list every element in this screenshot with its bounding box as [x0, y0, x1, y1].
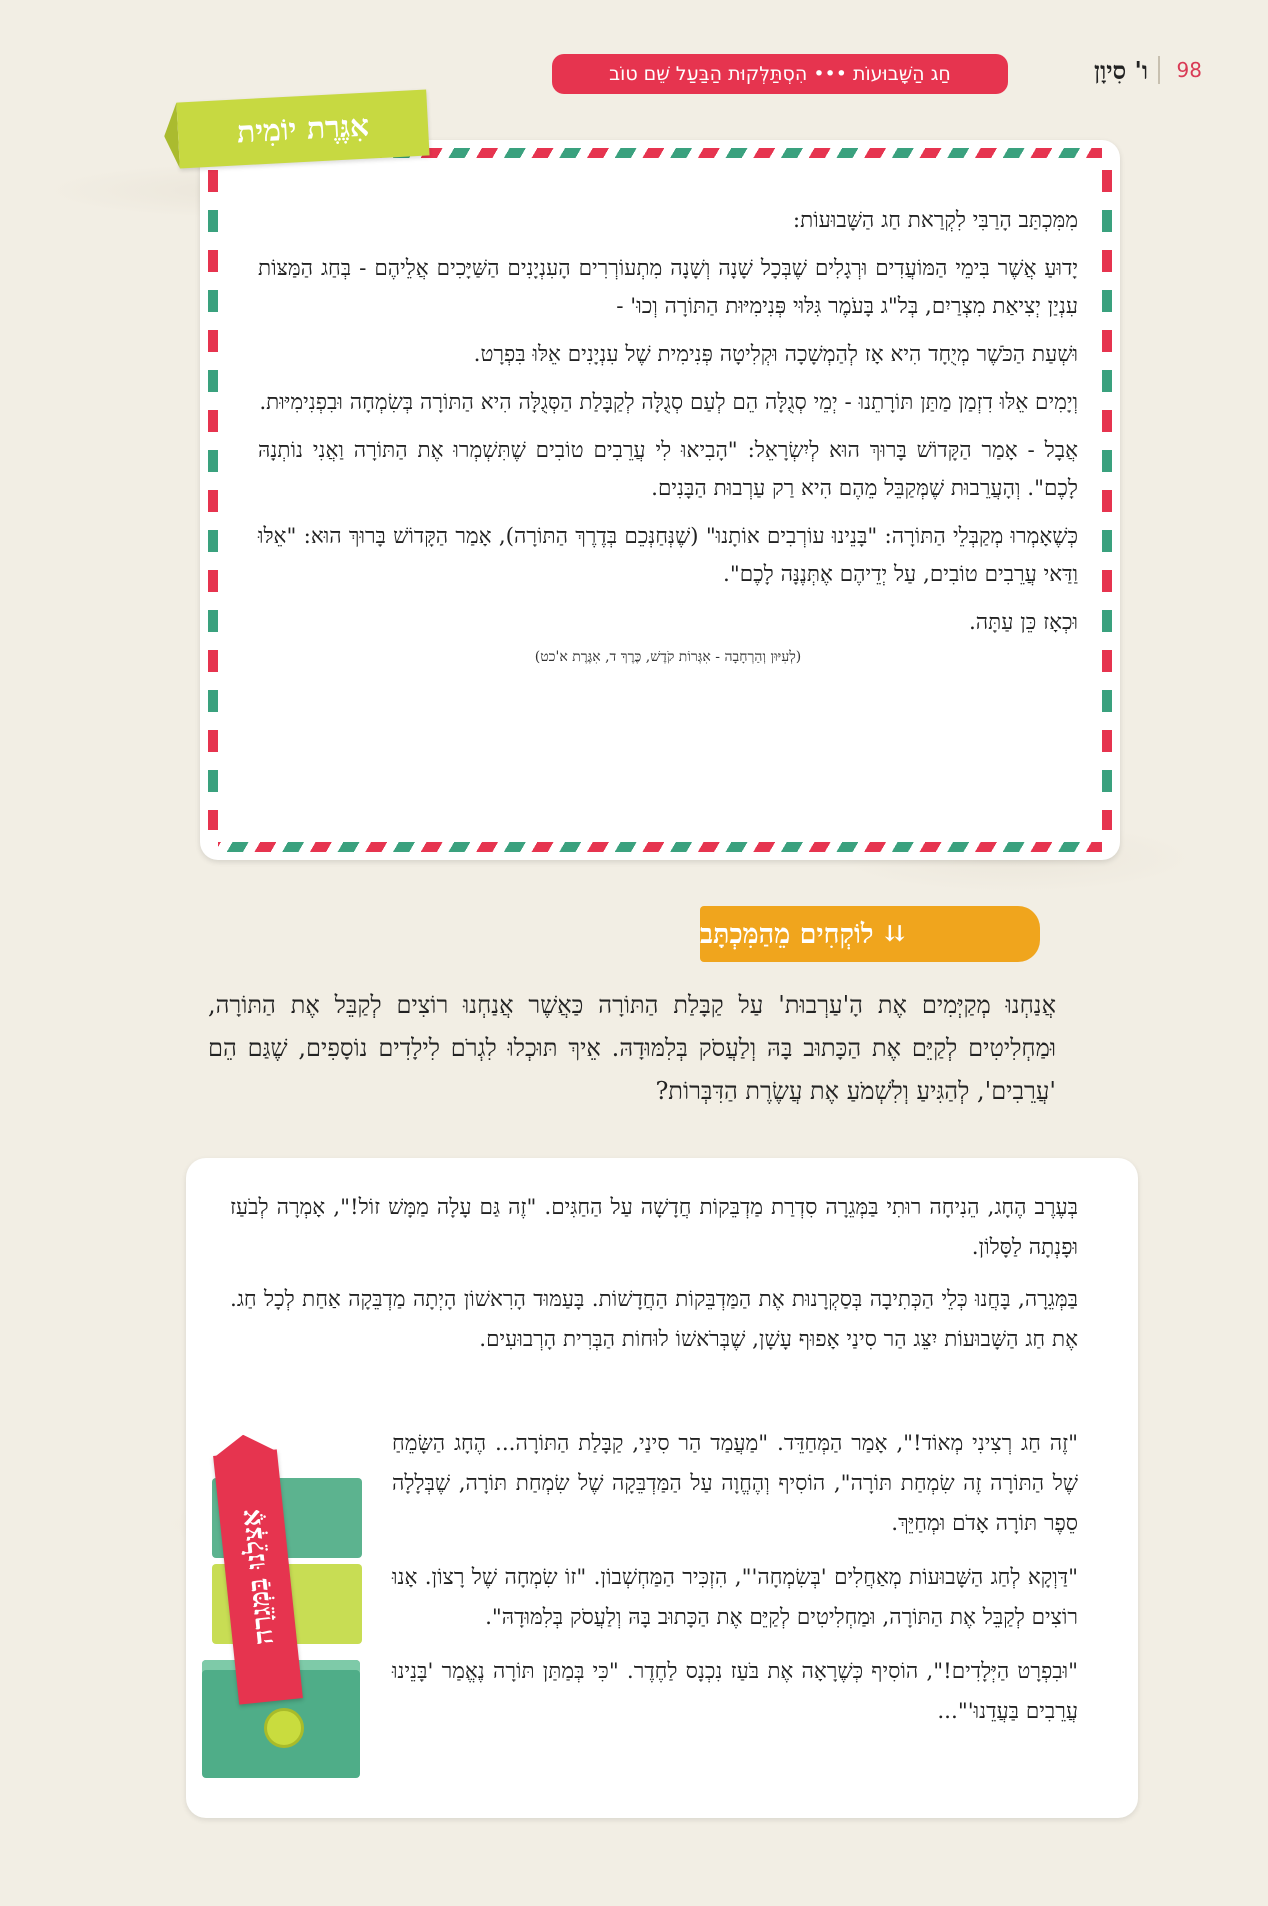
letter-paragraph: וְיָמִים אֵלּוּ דִזְמַן מַתַּן תּוֹרָתֵנוּ - יְמֵי סְגֻלָּה הֵם לְעַם סְגֻלָּה לְקַבָּלַת הַסְּגֻלָּה הִיא הַתּוֹרָה בְּשִׂמְחָה וּבִפְנִימִיּוּת.	[259, 390, 1078, 415]
chevrons-down-icon: ⇊	[885, 921, 904, 947]
letter-paragraph: וּשְׁעַת הַכֹּשֶׁר מְיֻחָד הִיא אָז לְהַמְשָׁכָה וּקְלִיטָה פְּנִימִית שֶׁל עִנְיָנִים אֵלּוּ בִּפְרָט.	[473, 342, 1078, 367]
story-paragraph: בַּמְּגֵרָה, בָּחֲנוּ כְּלֵי הַכְּתִיבָה בְּסַקְרָנוּת אֶת הַמַּדְבֵּקוֹת הַחֲדָשׁוֹת. בָּעַמּוּד הָרִאשׁוֹן הָיְתָה מַדְבֵּקָה אַחַת לְכָל חַג. אֶת חַג הַשָּׁבוּעוֹת יִצֵּג הַר סִינַי אָפוּף עָשָׁן, שֶׁבְּרֹאשׁוֹ לוּחוֹת הַבְּרִית הָרְבוּעִים.	[230, 1287, 1078, 1352]
drawer-knob-icon	[264, 1708, 304, 1748]
takeaway-text: אֲנַחְנוּ מְקַיְּמִים אֶת הָ'עַרְבוּת' עַל קַבָּלַת הַתּוֹרָה כַּאֲשֶׁר אֲנַחְנוּ רוֹצִים לְקַבֵּל אֶת הַתּוֹרָה, וּמַחְלִיטִים לְקַיֵּם אֶת הַכָּתוּב בָּהּ וְלַעֲסֹק בְּלִמּוּדָהּ. אֵיךְ תּוּכְלוּ לִגְרֹם לִילָדִים נוֹסָפִים, שֶׁגַּם הֵם 'עֲרֵבִים', לְהַגִּיעַ וְלִשְׁמֹעַ אֶת עֲשֶׂרֶת הַדִּבְּרוֹת?	[208, 991, 1056, 1105]
header-divider	[1158, 56, 1160, 84]
story-paragraph: "וּבִפְרָט הַיְּלָדִים!", הוֹסִיף כְּשֶׁרָאָה אֶת בֹּעַז נִכְנָס לַחֶדֶר. "כִּי בְּמַתַּן תּוֹרָה נֶאֱמַר 'בָּנֵינוּ עֲרֵבִים בַּעֲדֵנוּ'"...	[392, 1659, 1078, 1724]
letter-paragraph: כְּשֶׁאָמְרוּ מְקַבְּלֵי הַתּוֹרָה: "בָּנֵינוּ עוֹרְבִים אוֹתָנוּ" (שֶׁנְּחַנְּכֵם בְּדֶרֶךְ הַתּוֹרָה), אָמַר הַקָּדוֹשׁ בָּרוּךְ הוּא: "אֵלּוּ וַדַּאי עֲרֵבִים טוֹבִים, עַל יְדֵיהֶם אֶתְּנֶנָּה לָכֶם".	[258, 524, 1078, 587]
letter-paragraph: יָדוּעַ אֲשֶׁר בִּימֵי הַמּוֹעֲדִים וּרְגָלִים שֶׁבְּכָל שָׁנָה וְשָׁנָה מִתְעוֹרְרִים הָעִנְיָנִים הַשַּׁיָּכִים אֲלֵיהֶם - בְּחַג הַמַּצּוֹת עִנְיַן יְצִיאַת מִצְרַיִם, בְּל"ג בָּעֹמֶר גִּלּוּי פְּנִימִיּוּת הַתּוֹרָה וְכוּ' -	[258, 256, 1078, 319]
story-paragraph: "זֶה חַג רְצִינִי מְאוֹד!", אָמַר הַמְּחַדֵּד. "מַעֲמַד הַר סִינַי, קַבָּלַת הַתּוֹרָה... הֶחָג הַשָּׂמֵחַ שֶׁל הַתּוֹרָה זֶה שִׂמְחַת תּוֹרָה", הוֹסִיף וְהֶחֱוָה עַל הַמַּדְבֵּקָה שֶׁל שִׂמְחַת תּוֹרָה, שֶׁבְּלָלָה סֵפֶר תּוֹרָה אָדֹם וּמְחַיֵּךְ.	[392, 1431, 1078, 1536]
letter-paragraph: מִמִּכְתַּב הָרַבִּי לִקְרַאת חַג הַשָּׁבוּעוֹת:	[792, 208, 1078, 233]
header-date: ו' סִיוָן	[1093, 56, 1148, 85]
letter-paragraph: אֲבָל - אָמַר הַקָּדוֹשׁ בָּרוּךְ הוּא לְיִשְׂרָאֵל: "הָבִיאוּ לִי עֲרֵבִים טוֹבִים שֶׁתִּשְׁמְרוּ אֶת הַתּוֹרָה וַאֲנִי נוֹתְנָהּ לָכֶם". וְהָעֲרֵבוּת שֶׁמְּקַבֵּל מֵהֶם הִיא רַק עַרְבוּת הַבָּנִים.	[258, 438, 1078, 501]
stripe-border-bottom	[218, 842, 1102, 852]
daily-letter-tag: אִגֶּרֶת יוֹמִית	[176, 90, 429, 169]
story-paragraph: "דַּוְקָא לְחַג הַשָּׁבוּעוֹת מְאַחֲלִים 'בְּשִׂמְחָה'", הִזְכִּיר הַמַּחְשְׁבוֹן. "זוֹ שִׂמְחָה שֶׁל רָצוֹן. אָנוּ רוֹצִים לְקַבֵּל אֶת הַתּוֹרָה, וּמַחְלִיטִים לְקַיֵּם אֶת הַכָּתוּב בָּהּ וְלַעֲסֹק בְּלִמּוּדָהּ".	[392, 1565, 1078, 1630]
story-body	[230, 1188, 1078, 1372]
letter-reference: (לְעִיּוּן וְהַרְחָבָה - אִגְּרוֹת קֹדֶשׁ, כֶּרֶךְ ד, אִגֶּרֶת א'כט)	[534, 649, 802, 665]
letter-paragraph: וּכְאָז כֵּן עַתָּה.	[968, 610, 1078, 635]
takeaway-banner	[700, 906, 1040, 962]
stripe-border-left	[208, 170, 218, 830]
letter-body	[258, 202, 1078, 668]
story-body-narrow	[392, 1424, 1078, 1746]
story-paragraph: בְּעֶרֶב הֶחָג, הֵנִיחָה רוּתִי בַּמְּגֵרָה סִדְרַת מַדְבֵּקוֹת חֲדָשָׁה עַל הַחַגִּים. "זֶה גַּם עָלָה מַמָּשׁ זוֹל!", אָמְרָה לְבֹעַז וּפָנְתָה לַסָּלוֹן.	[230, 1195, 1078, 1260]
stripe-border-right	[1102, 170, 1112, 830]
page-number: 98	[1176, 58, 1202, 82]
story-ribbon-title: אֶצְלֵנוּ בַּמְּגֵרָה	[234, 1507, 281, 1647]
drawer-illustration	[200, 1468, 370, 1788]
header-topic-pill: חַג הַשָּׁבוּעוֹת ••• הִסְתַּלְּקוּת הַבַּעַל שֵׁם טוֹב	[552, 54, 1008, 94]
takeaway-title: לוֹקְחִים מֵהַמִּכְתָּב	[700, 918, 874, 950]
